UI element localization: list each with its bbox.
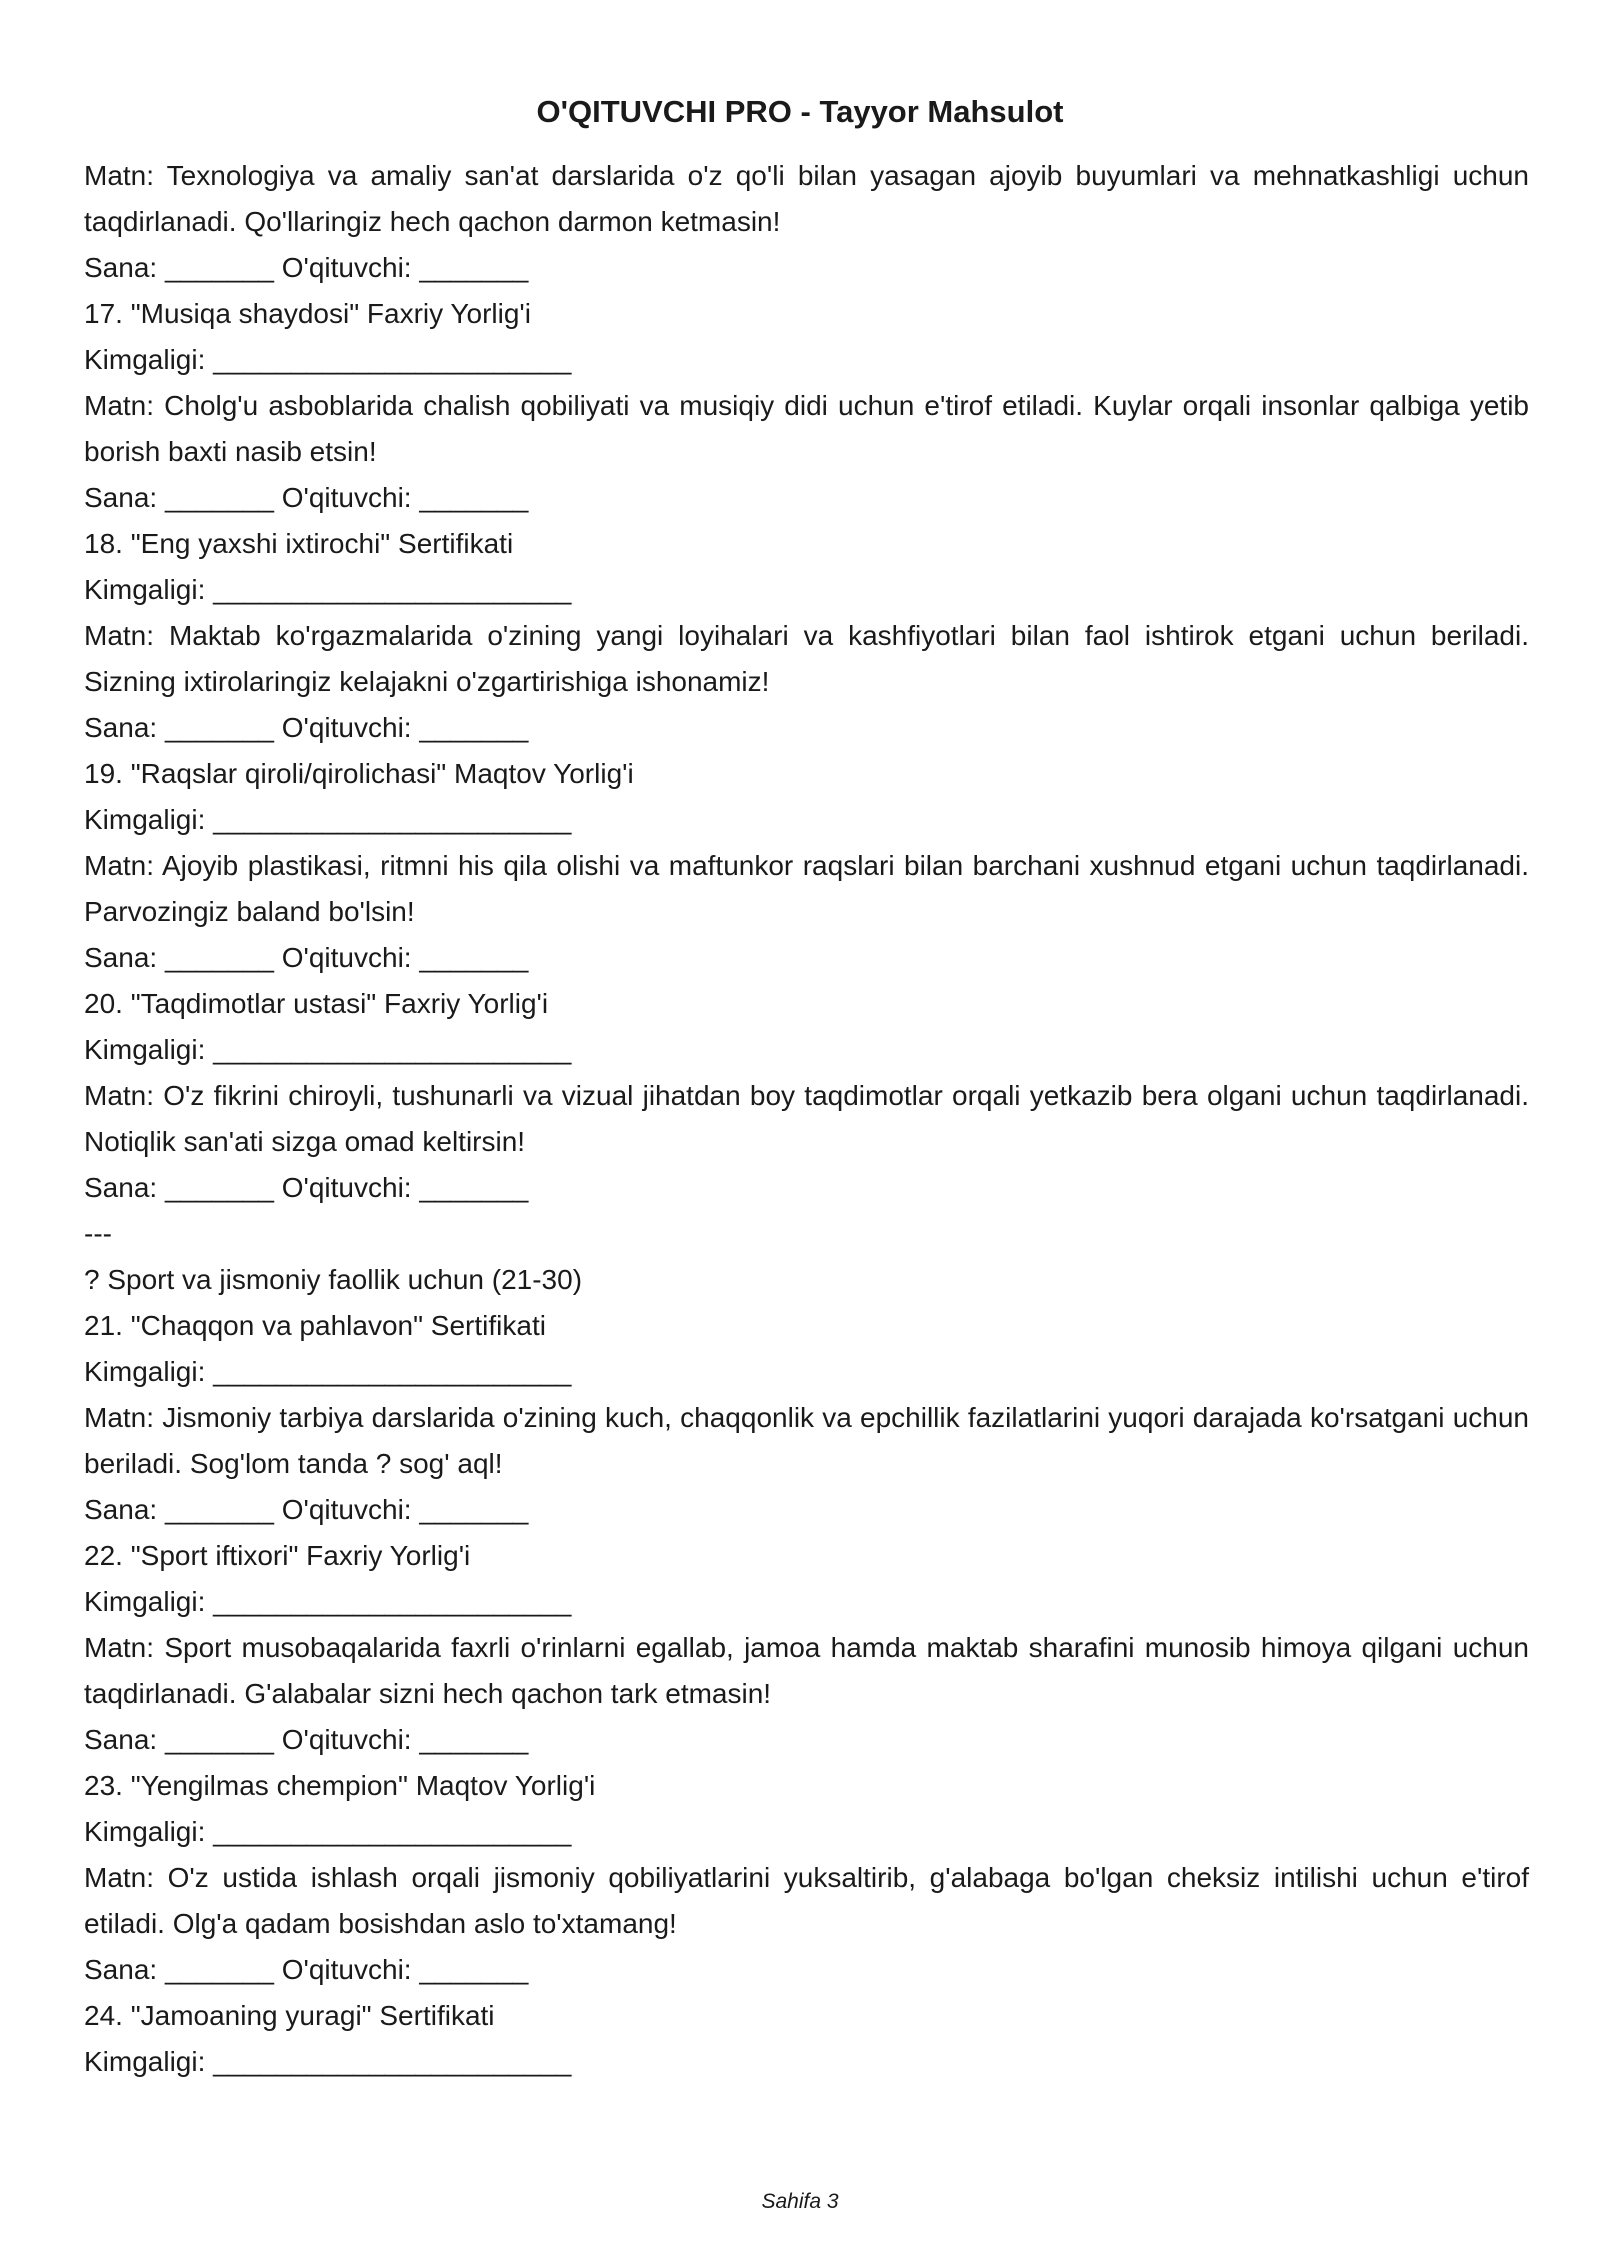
award-heading: 21. "Chaqqon va pahlavon" Sertifikati [84,1310,546,1341]
page-number: Sahifa 3 [761,2190,839,2213]
award-heading: 22. "Sport iftixori" Faxriy Yorlig'i [84,1540,471,1571]
recipient-line: Kimgaligi: _______________________ [84,1034,572,1065]
recipient-line: Kimgaligi: _______________________ [84,344,572,375]
award-heading: 19. "Raqslar qiroli/qirolichasi" Maqtov Yorlig'i [84,758,634,789]
body-paragraph: Matn: O'z fikrini chiroyli, tushunarli va vizual jihatdan boy taqdimotlar orqali yetkazib bera olgani uchun taqdirlanadi. Notiqlik san'ati sizga omad keltirsin! [84,1080,1529,1157]
award-heading: 18. "Eng yaxshi ixtirochi" Sertifikati [84,528,514,559]
recipient-line: Kimgaligi: _______________________ [84,574,572,605]
recipient-line: Kimgaligi: _______________________ [84,1586,572,1617]
section-divider: --- [84,1218,112,1249]
recipient-line: Kimgaligi: _______________________ [84,804,572,835]
signature-line: Sana: _______ O'qituvchi: _______ [84,712,529,743]
recipient-line: Kimgaligi: _______________________ [84,2046,572,2077]
signature-line: Sana: _______ O'qituvchi: _______ [84,252,529,283]
signature-line: Sana: _______ O'qituvchi: _______ [84,482,529,513]
section-heading: ? Sport va jismoniy faollik uchun (21-30) [84,1264,583,1295]
page-title: O'QITUVCHI PRO - Tayyor Mahsulot [536,94,1064,129]
signature-line: Sana: _______ O'qituvchi: _______ [84,1954,529,1985]
body-paragraph: Matn: Ajoyib plastikasi, ritmni his qila olishi va maftunkor raqslari bilan barchani xushnud etgani uchun taqdirlanadi. Parvozingiz baland bo'lsin! [84,850,1529,927]
body-paragraph: Matn: Texnologiya va amaliy san'at darslarida o'z qo'li bilan yasagan ajoyib buyumlari va mehnatkashligi uchun taqdirlanadi. Qo'llaringiz hech qachon darmon ketmasin! [84,160,1529,237]
award-heading: 23. "Yengilmas chempion" Maqtov Yorlig'i [84,1770,596,1801]
body-paragraph: Matn: Cholg'u asboblarida chalish qobiliyati va musiqiy didi uchun e'tirof etiladi. Kuylar orqali insonlar qalbiga yetib borish baxti nasib etsin! [84,390,1529,467]
signature-line: Sana: _______ O'qituvchi: _______ [84,1172,529,1203]
body-paragraph: Matn: Jismoniy tarbiya darslarida o'zining kuch, chaqqonlik va epchillik fazilatlarini yuqori darajada ko'rsatgani uchun beriladi. Sog'lom tanda ? sog' aql! [84,1402,1529,1479]
recipient-line: Kimgaligi: _______________________ [84,1816,572,1847]
recipient-line: Kimgaligi: _______________________ [84,1356,572,1387]
signature-line: Sana: _______ O'qituvchi: _______ [84,1724,529,1755]
award-heading: 24. "Jamoaning yuragi" Sertifikati [84,2000,495,2031]
body-paragraph: Matn: Maktab ko'rgazmalarida o'zining yangi loyihalari va kashfiyotlari bilan faol ishtirok etgani uchun beriladi. Sizning ixtirolaringiz kelajakni o'zgartirishiga ishonamiz! [84,620,1529,697]
body-paragraph: Matn: Sport musobaqalarida faxrli o'rinlarni egallab, jamoa hamda maktab sharafini munosib himoya qilgani uchun taqdirlanadi. G'alabalar sizni hech qachon tark etmasin! [84,1632,1529,1709]
award-heading: 20. "Taqdimotlar ustasi" Faxriy Yorlig'i [84,988,549,1019]
document-body [84,153,1529,2085]
award-heading: 17. "Musiqa shaydosi" Faxriy Yorlig'i [84,298,531,329]
signature-line: Sana: _______ O'qituvchi: _______ [84,1494,529,1525]
body-paragraph: Matn: O'z ustida ishlash orqali jismoniy qobiliyatlarini yuksaltirib, g'alabaga bo'lgan cheksiz intilishi uchun e'tirof etiladi. Olg'a qadam bosishdan aslo to'xtamang! [84,1862,1529,1939]
signature-line: Sana: _______ O'qituvchi: _______ [84,942,529,973]
